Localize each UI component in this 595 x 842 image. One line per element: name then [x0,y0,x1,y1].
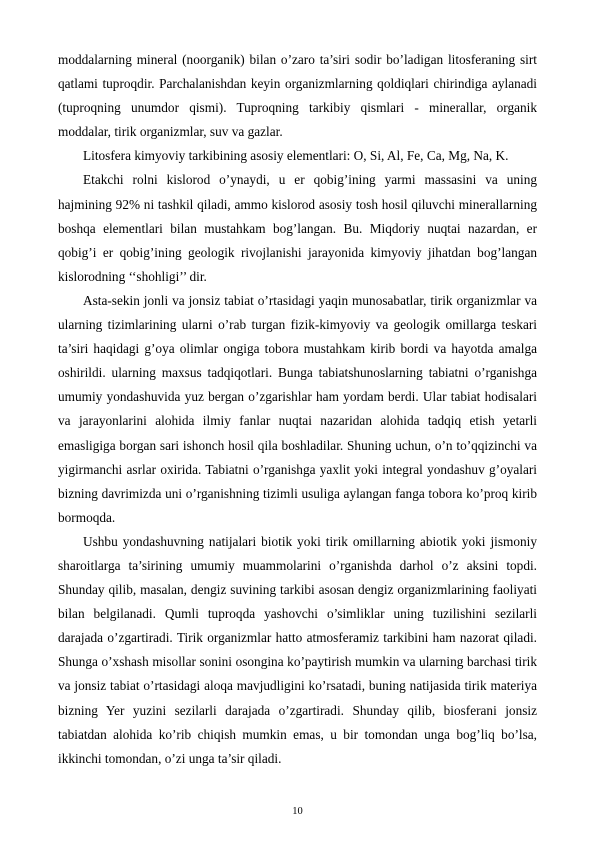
page-number: 10 [292,806,303,817]
paragraph-4: Asta-sekin jonli va jonsiz tabiat o’rtasidagi yaqin munosabatlar, tirik organizmlar va ularning tizimlarining ularni o’rab turgan fizik-kimyoviy va geologik omillarga teskari ta’siri haqidagi g’oya olimlar ongiga tobora mustahkam kirib bordi va hayotda amalga oshirildi. ularning maxsus tadqiqotlari. Bunga tabiatshunoslarning tabiatni o’rganishga umumiy yondashuvida yuz bergan o’zgarishlar ham yordam berdi. Ular tabiat hodisalari va jarayonlarini alohida ilmiy fanlar nuqtai nazaridan alohida tadqiq etish yetarli emasligiga borgan sari ishonch hosil qila boshladilar. Shuning uchun, o’n to’qqizinchi va yigirmanchi asrlar oxirida. Tabiatni o’rganishga yaxlit yoki integral yondashuv g’oyalari bizning davrimizda uni o’rganishning tizimli usuliga aylangan fanga tobora ko’proq kirib bormoqda. [58,292,537,525]
paragraph-1: moddalarning mineral (noorganik) bilan o’zaro ta’siri sodir bo’ladigan litosferaning sirt qatlami tuproqdir. Parchalanishdan keyin organizmlarning qoldiqlari chirindiga aylanadi (tuproqning unumdor qismi). Tuproqning tarkibiy qismlari - minerallar, organik moddalar, tirik organizmlar, suv va gazlar. [58,52,537,140]
paragraph-5: Ushbu yondashuvning natijalari biotik yoki tirik omillarning abiotik yoki jismoniy sharoitlarga ta’sirining umumiy muammolarini o’rganishda darhol o’z aksini topdi. Shunday qilib, masalan, dengiz suvining tarkibi asosan dengiz organizmlarining faoliyati bilan belgilanadi. Qumli tuproqda yashovchi o’simliklar uning tuzilishini sezilarli darajada o’zgartiradi. Tirik organizmlar hatto atmosferamiz tarkibini ham nazorat qiladi. Shunga o’xshash misollar sonini osongina ko’paytirish mumkin va ularning barchasi tirik va jonsiz tabiat o’rtasidagi aloqa mavjudligini ko’rsatadi, buning natijasida tirik materiya bizning Yer yuzini sezilarli darajada o’zgartiradi. Shunday qilib, biosferani jonsiz tabiatdan alohida ko’rib chiqish mumkin emas, u bir tomondan unga bog’liq bo’lsa, ikkinchi tomondan, o’zi unga ta’sir qiladi. [58,533,537,766]
paragraph-2: Litosfera kimyoviy tarkibining asosiy elementlari: O, Si, Al, Fe, Ca, Mg, Na, K. [83,148,509,164]
document-page [58,48,537,771]
paragraph-3: Etakchi rolni kislorod o’ynaydi, u er qobig’ining yarmi massasini va uning hajmining 92% ni tashkil qiladi, ammo kislorod asosiy tosh hosil qiluvchi minerallarning boshqa elementlari bilan mustahkam bog’langan. Bu. Miqdoriy nuqtai nazardan, er qobig’i er qobig’ining geologik rivojlanishi jarayonida kimyoviy jihatdan bog’langan kislorodning ‘‘shohligi’’ dir. [58,172,537,284]
